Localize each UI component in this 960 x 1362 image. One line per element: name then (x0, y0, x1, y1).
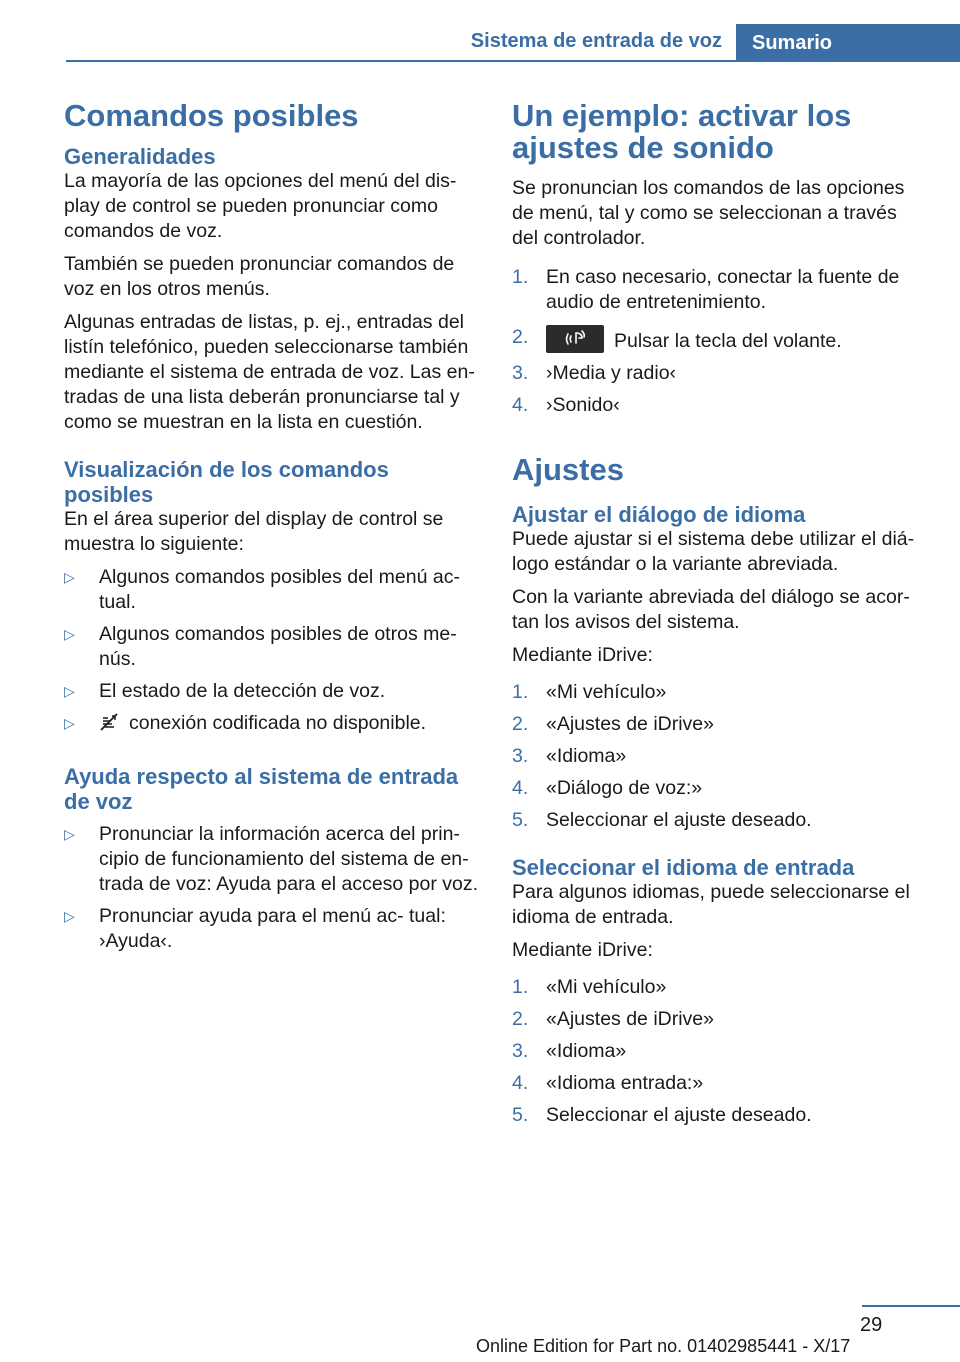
step-text: ›Sonido‹ (546, 394, 620, 416)
edition-note: Online Edition for Part no. 01402985441 - X/17 (476, 1336, 851, 1356)
step-number: 2. (512, 326, 529, 348)
triangle-bullet-icon: ▷ (64, 908, 75, 924)
step-text: «Mi vehículo» (546, 681, 667, 703)
step-text: En caso necesario, conectar la fuente de audio de entretenimiento. (546, 266, 900, 313)
step-text: «Idioma entrada:» (546, 1072, 704, 1094)
help-list (64, 822, 482, 954)
header-tab-sumario[interactable]: Sumario (736, 24, 960, 62)
heading-visualizacion: Visualización de los comandos posibles (64, 457, 389, 507)
step-text: «Idioma» (546, 745, 627, 767)
step-number: 4. (512, 777, 529, 799)
right-column (512, 100, 926, 1142)
heading-idioma-entrada: Seleccionar el idioma de entrada (512, 855, 855, 880)
paragraph: También se pueden pronunciar comandos de voz en los otros menús. (64, 253, 455, 300)
paragraph: Mediante iDrive: (512, 939, 653, 961)
list-item-text: Pronunciar la información acerca del prin‐ cipio de funcionamiento del sistema de en‐ trada de voz: Ayuda para el acceso por voz. (99, 823, 479, 895)
list-item (512, 393, 926, 418)
list-item (512, 1039, 926, 1064)
list-item (512, 325, 926, 354)
step-number: 3. (512, 362, 529, 384)
paragraph: Para algunos idiomas, puede seleccionarse el idioma de entrada. (512, 881, 910, 928)
triangle-bullet-icon: ▷ (64, 715, 75, 731)
paragraph: Se pronuncian los comandos de las opciones de menú, tal y como se seleccionan a través del controlador. (512, 177, 905, 249)
voice-command-button-icon (546, 325, 604, 353)
list-item (512, 1071, 926, 1096)
input-lang-steps (512, 975, 926, 1128)
list-item (64, 711, 482, 736)
step-number: 4. (512, 394, 529, 416)
display-list (64, 565, 482, 736)
step-text: Pulsar la tecla del volante. (614, 330, 842, 352)
list-item (512, 776, 926, 801)
step-text: «Idioma» (546, 1040, 627, 1062)
list-item (512, 744, 926, 769)
list-item-text: El estado de la detección de voz. (99, 680, 386, 702)
example-steps (512, 265, 926, 418)
triangle-bullet-icon: ▷ (64, 569, 75, 585)
paragraph: Mediante iDrive: (512, 644, 653, 666)
left-column (64, 100, 482, 968)
list-item (512, 680, 926, 705)
paragraph: Con la variante abreviada del diálogo se acor‐ tan los avisos del sistema. (512, 586, 910, 633)
triangle-bullet-icon: ▷ (64, 826, 75, 842)
list-item (512, 1103, 926, 1128)
list-item (64, 904, 482, 954)
list-item (64, 822, 482, 897)
step-number: 4. (512, 1072, 529, 1094)
step-number: 3. (512, 1040, 529, 1062)
heading-dialogo: Ajustar el diálogo de idioma (512, 502, 806, 527)
step-number: 2. (512, 713, 529, 735)
list-item-text: conexión codificada no disponible. (129, 712, 427, 734)
header-section-title: Sistema de entrada de voz (470, 30, 722, 52)
list-item (512, 1007, 926, 1032)
triangle-bullet-icon: ▷ (64, 626, 75, 642)
list-item (64, 622, 482, 672)
page-number: 29 (860, 1314, 883, 1336)
title-comandos-posibles: Comandos posibles (64, 98, 359, 133)
dialog-steps (512, 680, 926, 833)
step-number: 2. (512, 1008, 529, 1030)
footer-rule (862, 1305, 960, 1307)
step-text: «Ajustes de iDrive» (546, 713, 714, 735)
list-item (512, 265, 926, 315)
heading-generalidades: Generalidades (64, 144, 216, 169)
title-ajustes: Ajustes (512, 452, 624, 487)
header-rule (66, 60, 960, 62)
step-text: Seleccionar el ajuste deseado. (546, 1104, 812, 1126)
list-item (64, 565, 482, 615)
step-text: «Mi vehículo» (546, 976, 667, 998)
paragraph: Algunas entradas de listas, p. ej., entradas del listín telefónico, pueden seleccionarse también mediante el sistema de entrada de voz. Las en‐ tradas de una lista deberán pronunciarse tal y como se muestran en la lista en cuestión. (64, 311, 475, 433)
step-number: 5. (512, 809, 529, 831)
step-number: 1. (512, 681, 529, 703)
paragraph: La mayoría de las opciones del menú del dis‐ play de control se pueden pronunciar como comandos de voz. (64, 170, 457, 242)
step-text: ›Media y radio‹ (546, 362, 677, 384)
title-ejemplo: Un ejemplo: activar los ajustes de sonido (512, 98, 852, 165)
list-item-text: Algunos comandos posibles del menú ac‐ tual. (99, 566, 460, 613)
paragraph: En el área superior del display de control se muestra lo siguiente: (64, 508, 444, 555)
step-number: 1. (512, 266, 529, 288)
step-text: «Diálogo de voz:» (546, 777, 703, 799)
list-item-text: Algunos comandos posibles de otros me‐ nús. (99, 623, 457, 670)
crossed-encryption-icon (99, 712, 119, 732)
step-number: 1. (512, 976, 529, 998)
list-item (64, 679, 482, 704)
paragraph: Puede ajustar si el sistema debe utilizar el diá‐ logo estándar o la variante abreviada. (512, 528, 915, 575)
heading-ayuda: Ayuda respecto al sistema de entrada de voz (64, 764, 459, 814)
list-item (512, 808, 926, 833)
step-text: «Ajustes de iDrive» (546, 1008, 714, 1030)
list-item (512, 361, 926, 386)
list-item (512, 712, 926, 737)
list-item (512, 975, 926, 1000)
triangle-bullet-icon: ▷ (64, 683, 75, 699)
list-item-text: Pronunciar ayuda para el menú ac‐ tual: ›Ayuda‹. (99, 905, 446, 952)
step-number: 3. (512, 745, 529, 767)
step-number: 5. (512, 1104, 529, 1126)
step-text: Seleccionar el ajuste deseado. (546, 809, 812, 831)
